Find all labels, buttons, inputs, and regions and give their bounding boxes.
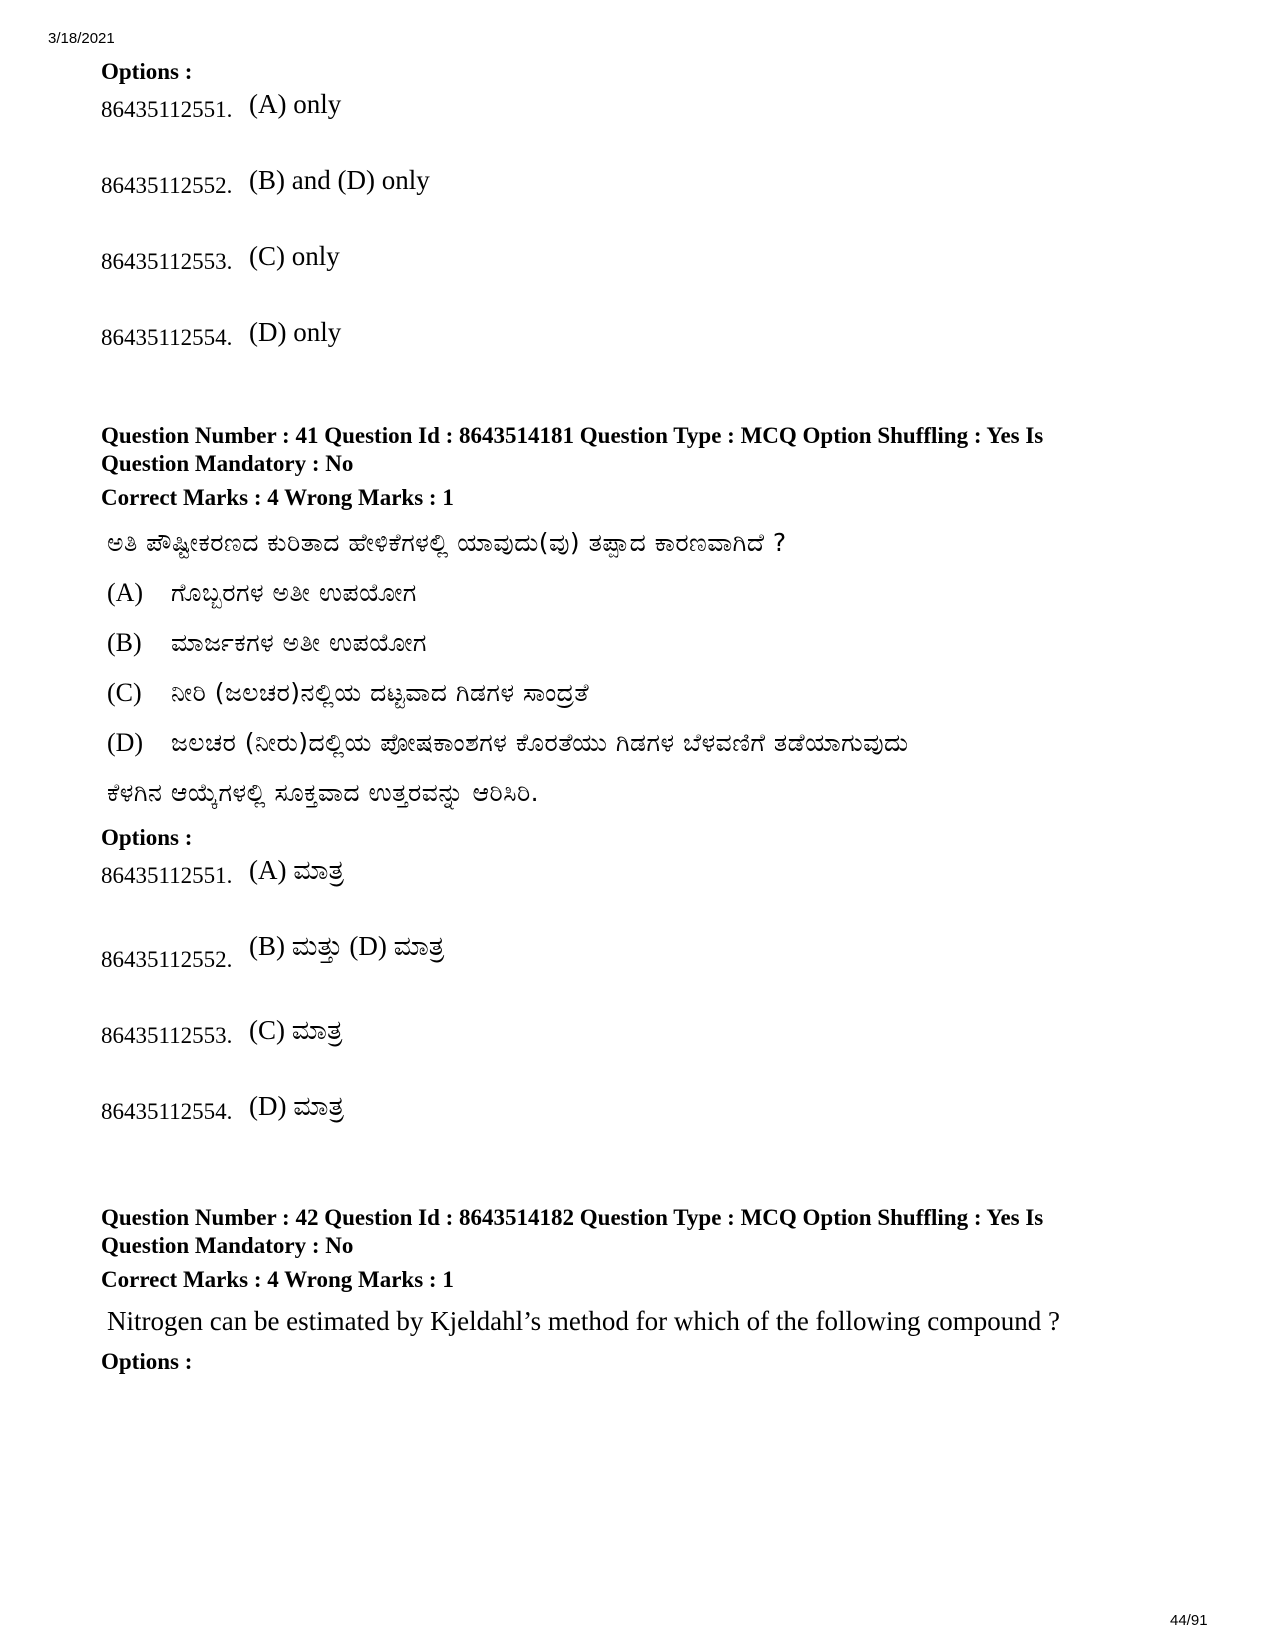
page-date: 3/18/2021 [48, 30, 115, 47]
document-content [101, 58, 1211, 1376]
question-meta: Question Mandatory : No [101, 1233, 354, 1258]
option-id: 86435112551. [101, 97, 233, 122]
option-row [101, 132, 1211, 208]
options-heading: Options : [101, 825, 193, 850]
options-heading: Options : [101, 1349, 193, 1374]
page-number: 44/91 [1170, 1612, 1208, 1629]
question-meta: Question Number : 41 Question Id : 8643514181 Question Type : MCQ Option Shuffling : Yes Is [101, 423, 1044, 448]
option-row [101, 208, 1211, 284]
question-41 [101, 422, 1211, 1134]
option-id: 86435112554. [101, 1099, 233, 1124]
option-text: (D) only [249, 317, 342, 347]
option-id: 86435112554. [101, 325, 233, 350]
option-text: (D) ಮಾತ್ರ [249, 1091, 344, 1121]
option-text: (A) only [249, 89, 342, 119]
option-row [101, 822, 1211, 898]
statement-label: (A) [107, 578, 144, 607]
statement-label: (B) [107, 628, 142, 657]
question-42 [101, 1204, 1211, 1376]
options-heading: Options : [101, 59, 193, 84]
option-text: (B) ಮತ್ತು (D) ಮಾತ್ರ [249, 931, 445, 961]
option-id: 86435112553. [101, 249, 233, 274]
question-meta: Question Mandatory : No [101, 451, 354, 476]
question-stem: ಅತಿ ಪೌಷ್ಟೀಕರಣದ ಕುರಿತಾದ ಹೇಳಿಕೆಗಳಲ್ಲಿ ಯಾವುದು(ವು) ತಪ್ಪಾದ ಕಾರಣವಾಗಿದೆ ? [107, 528, 787, 557]
statement [107, 676, 1211, 710]
option-id: 86435112552. [101, 173, 233, 198]
statement-text: ಜಲಚರ (ನೀರು)ದಲ್ಲಿಯ ಪೋಷಕಾಂಶಗಳ ಕೊರತೆಯು ಗಿಡಗಳ ಬೆಳವಣಿಗೆ ತಡೆಯಾಗುವುದು [171, 728, 909, 757]
statement [107, 576, 1211, 610]
option-text: (C) only [249, 241, 340, 271]
question-instruction: ಕೆಳಗಿನ ಆಯ್ಕೆಗಳಲ್ಲಿ ಸೂಕ್ತವಾದ ಉತ್ತರವನ್ನು ಆರಿಸಿರಿ. [107, 778, 540, 807]
option-text: (A) ಮಾತ್ರ [249, 855, 344, 885]
prev-question-options [101, 58, 1211, 360]
option-text: (B) and (D) only [249, 165, 430, 195]
question-marks: Correct Marks : 4 Wrong Marks : 1 [101, 1267, 454, 1292]
question-meta: Question Number : 42 Question Id : 8643514182 Question Type : MCQ Option Shuffling : Yes Is [101, 1205, 1044, 1230]
option-row [101, 1058, 1211, 1134]
option-row [101, 56, 1211, 132]
statement-label: (C) [107, 678, 142, 707]
option-row [101, 898, 1211, 982]
question-stem: Nitrogen can be estimated by Kjeldahl’s method for which of the following compound ? [107, 1306, 1061, 1336]
statement [107, 626, 1211, 660]
question-marks: Correct Marks : 4 Wrong Marks : 1 [101, 485, 454, 510]
option-row [101, 284, 1211, 360]
statement-text: ಮಾರ್ಜಕಗಳ ಅತೀ ಉಪಯೋಗ [171, 628, 427, 657]
statement [107, 726, 1211, 760]
option-id: 86435112551. [101, 863, 233, 888]
statement-text: ಗೊಬ್ಬರಗಳ ಅತೀ ಉಪಯೋಗ [171, 578, 417, 607]
option-text: (C) ಮಾತ್ರ [249, 1015, 343, 1045]
statement-label: (D) [107, 728, 144, 757]
option-row [101, 982, 1211, 1058]
statement-text: ನೀರಿ (ಜಲಚರ)ನಲ್ಲಿಯ ದಟ್ಟವಾದ ಗಿಡಗಳ ಸಾಂದ್ರತೆ [171, 678, 590, 707]
option-id: 86435112553. [101, 1023, 233, 1048]
option-id: 86435112552. [101, 947, 233, 972]
